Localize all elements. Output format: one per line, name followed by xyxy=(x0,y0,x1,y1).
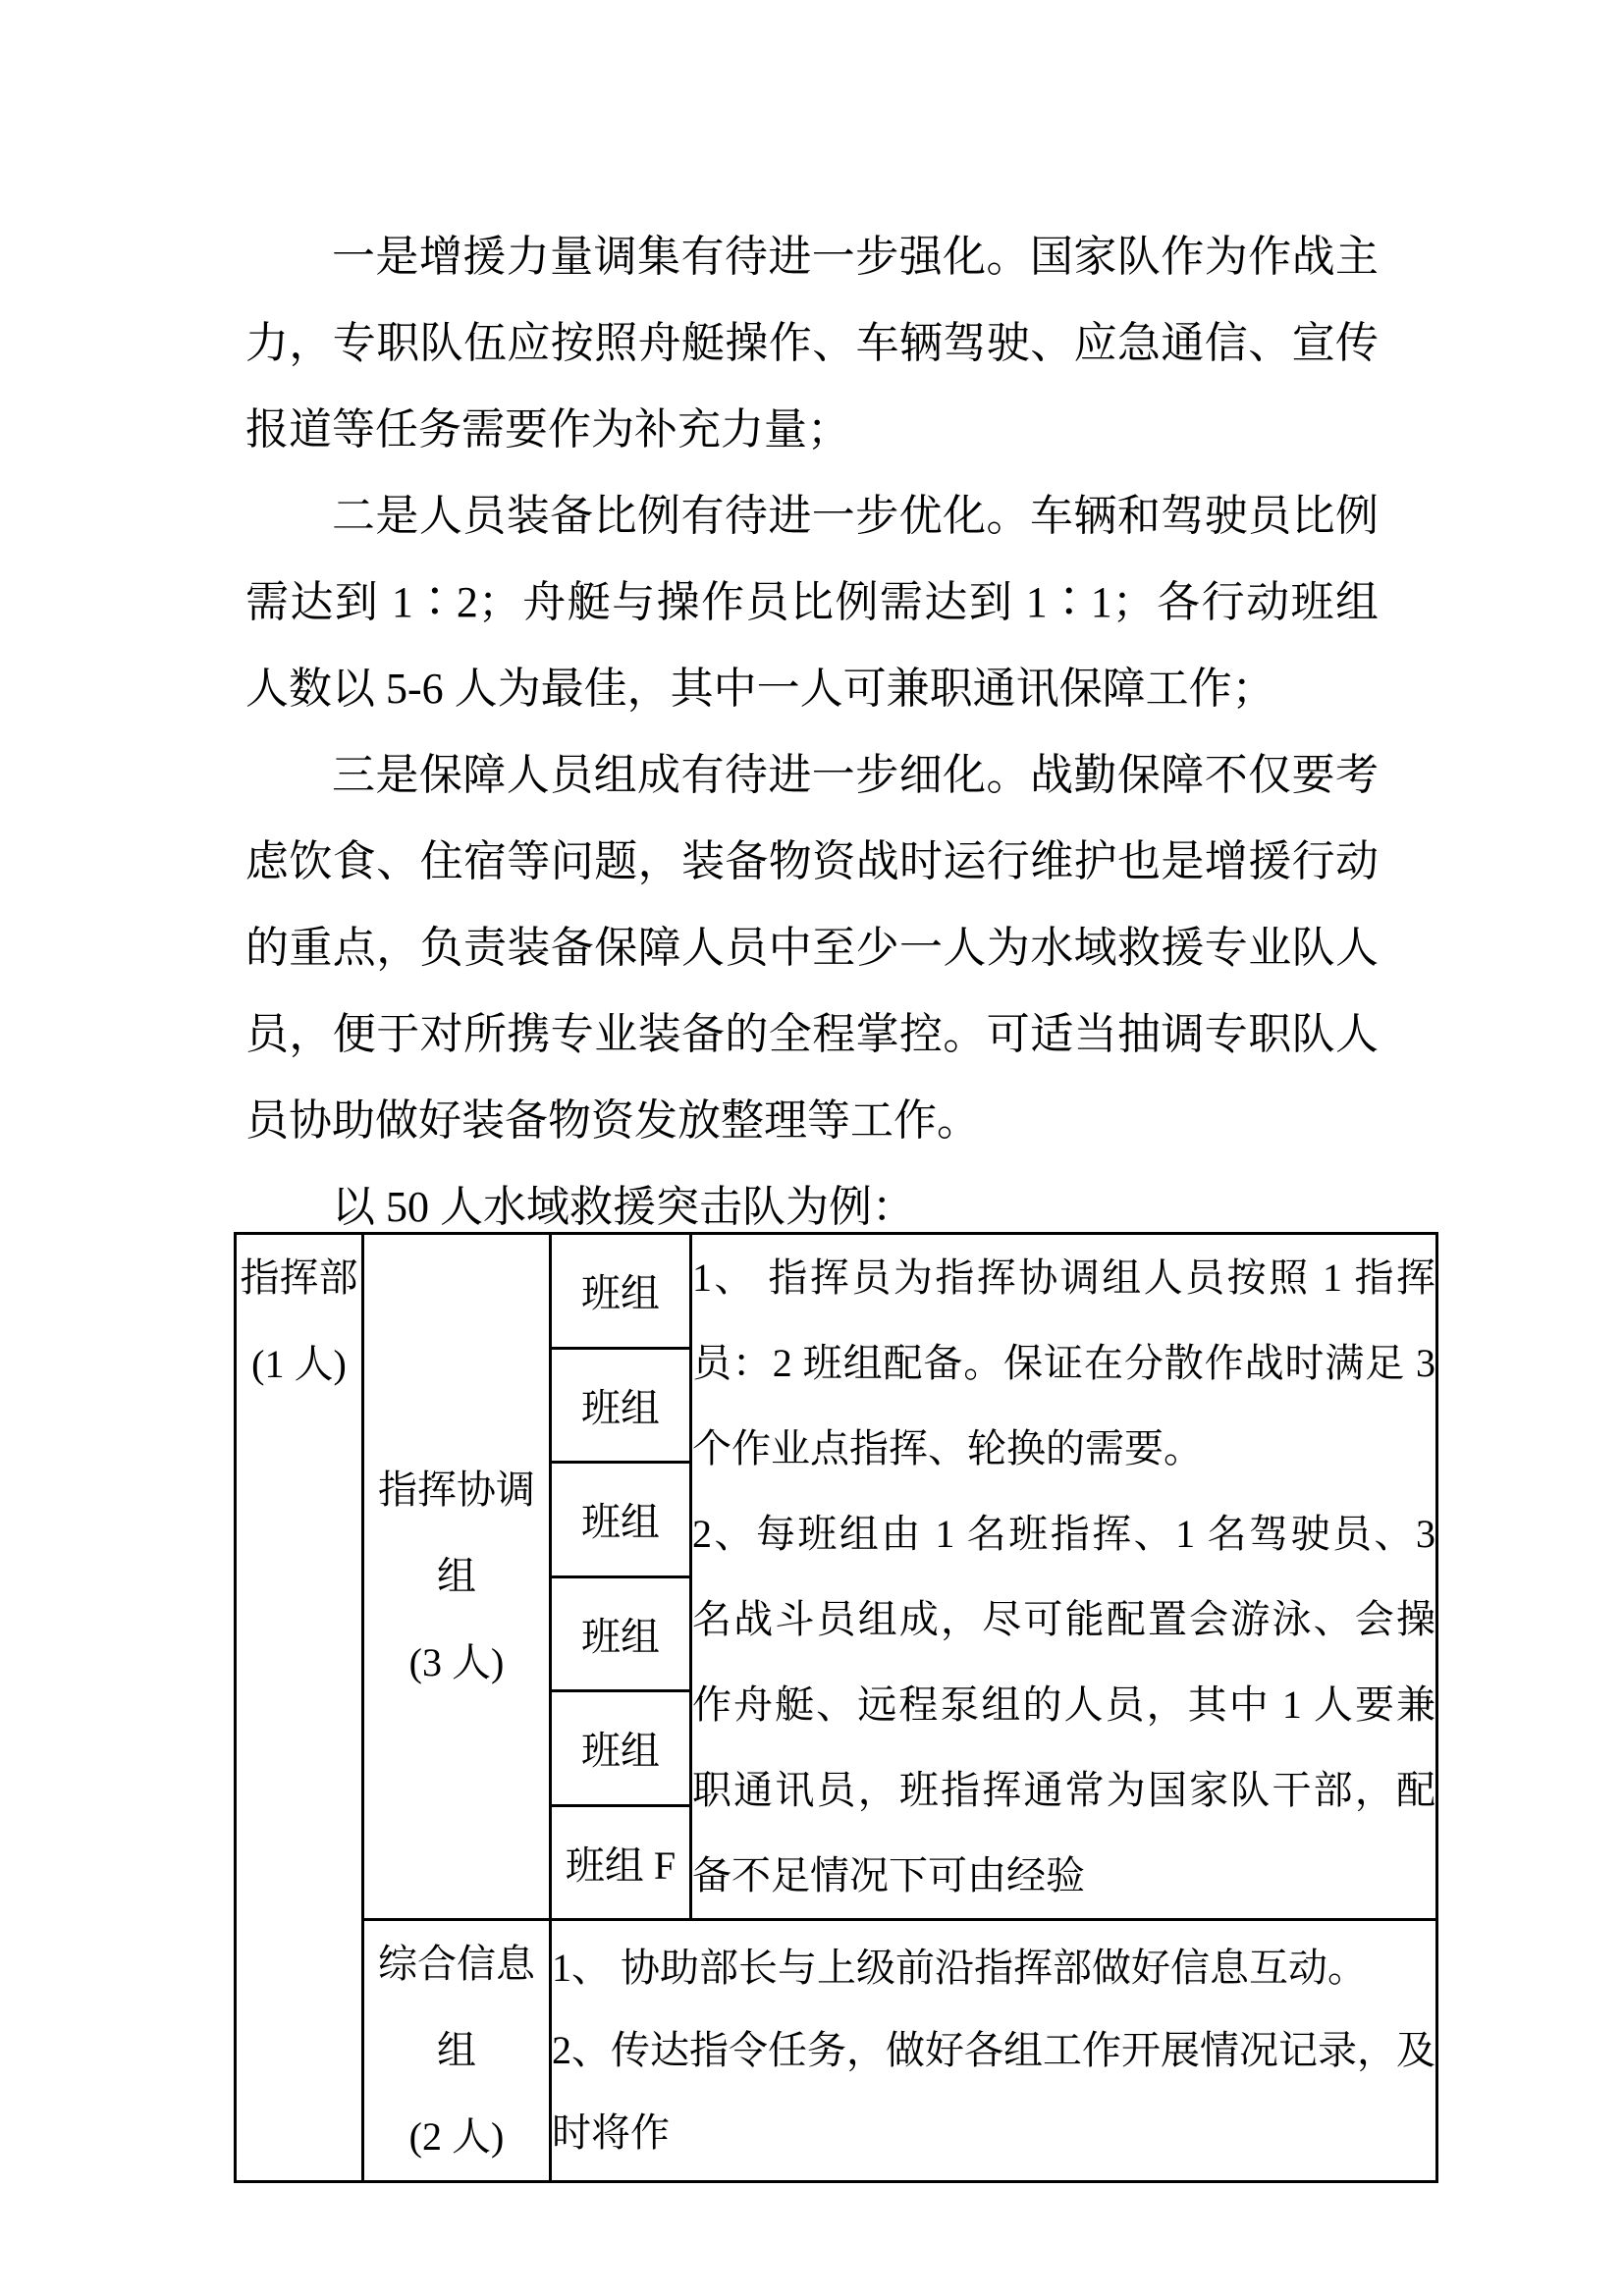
command-hq-label: 指挥部 xyxy=(240,1255,358,1300)
info-group-label: 综合信息组 xyxy=(378,1942,535,2072)
cell-info-notes xyxy=(551,1920,1437,2182)
command-group-label: 指挥协调组 xyxy=(378,1468,535,1598)
cell-squad-1: 班组 xyxy=(551,1234,691,1349)
cell-squad-3: 班组 xyxy=(551,1463,691,1577)
body-text xyxy=(245,214,1379,1251)
cell-command-hq xyxy=(236,1234,363,2182)
cell-squad-4: 班组 xyxy=(551,1576,691,1691)
paragraph-equipment-ratio: 二是人员装备比例有待进一步优化。车辆和驾驶员比例需达到 1∶2；舟艇与操作员比例需达到 1∶1；各行动班组人数以 5-6 人为最佳，其中一人可兼职通讯保障工作； xyxy=(245,492,1379,713)
info-note-1: 1、 协助部长与上级前沿指挥部做好信息互动。 xyxy=(552,1946,1367,1990)
command-note-2: 2、每班组由 1 名班指挥、1 名驾驶员、3 名战斗员组成，尽可能配置会游泳、会操作舟艇、远程泵组的人员，其中 1 人要兼职通讯员，班指挥通常为国家队干部，配备不足情况下可由经验 xyxy=(692,1512,1435,1897)
table-row xyxy=(236,1920,1437,2182)
command-group-count: (3 人) xyxy=(408,1640,505,1684)
command-note-1: 1、 指挥员为指挥协调组人员按照 1 指挥员：2 班组配备。保证在分散作战时满足 3 个作业点指挥、轮换的需要。 xyxy=(692,1255,1435,1470)
cell-command-notes xyxy=(691,1234,1437,1920)
info-group-count: (2 人) xyxy=(408,2114,505,2159)
paragraph-reinforcement: 一是增援力量调集有待进一步强化。国家队作为作战主力，专职队伍应按照舟艇操作、车辆驾驶、应急通信、宣传报道等任务需要作为补充力量； xyxy=(245,233,1379,454)
command-hq-count: (1 人) xyxy=(251,1342,347,1386)
paragraph-support-staff: 三是保障人员组成有待进一步细化。战勤保障不仅要考虑饮食、住宿等问题，装备物资战时运行维护也是增援行动的重点，负责装备保障人员中至少一人为水域救援专业队人员，便于对所携专业装备的全程掌控。可适当抽调专职队人员协助做好装备物资发放整理等工作。 xyxy=(245,751,1379,1145)
info-note-2: 2、传达指令任务，做好各组工作开展情况记录，及时将作 xyxy=(552,2028,1435,2155)
cell-command-coordination-group xyxy=(363,1234,551,1920)
paragraph-example-intro: 以 50 人水域救援突击队为例： xyxy=(332,1183,915,1231)
cell-squad-5: 班组 xyxy=(551,1691,691,1806)
table-row xyxy=(236,1234,1437,1349)
cell-squad-2: 班组 xyxy=(551,1348,691,1463)
cell-info-group xyxy=(363,1920,551,2182)
rescue-team-structure-table xyxy=(234,1232,1438,2183)
cell-squad-f: 班组 F xyxy=(551,1805,691,1920)
